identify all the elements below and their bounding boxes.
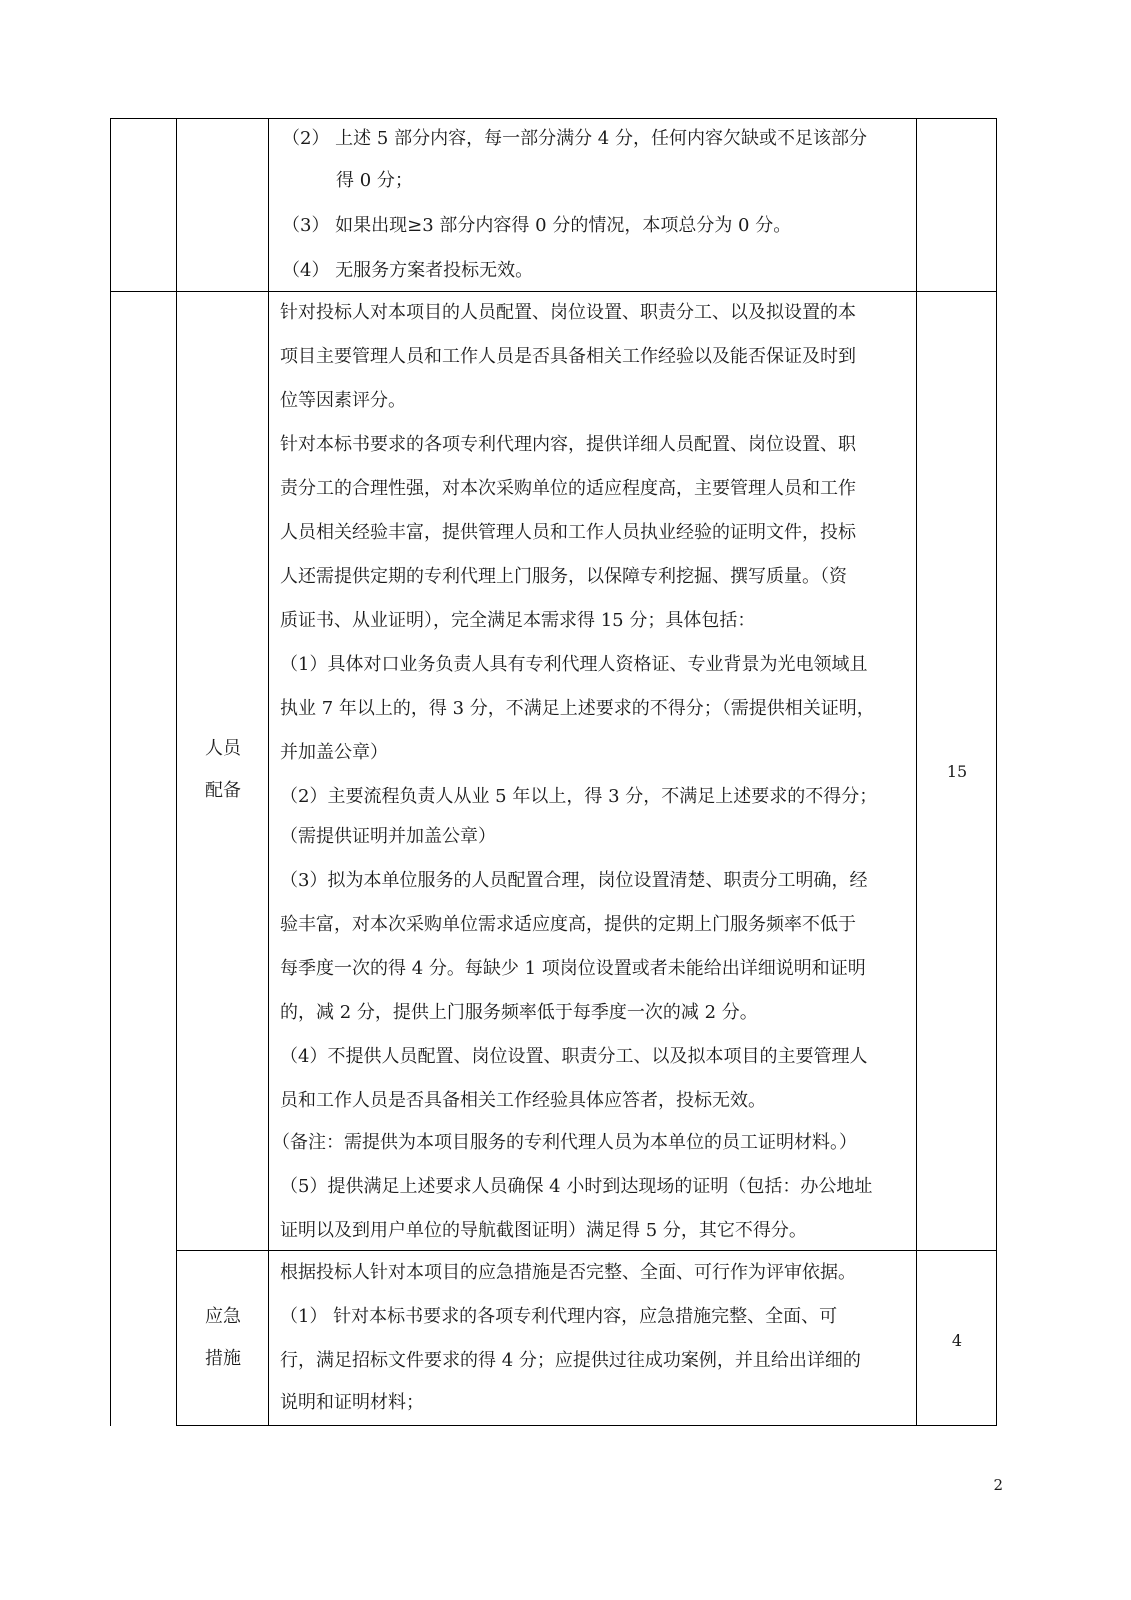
criteria-line: 说明和证明材料； bbox=[280, 1392, 424, 1413]
criteria-line: （需提供证明并加盖公章） bbox=[280, 826, 496, 847]
criteria-line: 的，减 2 分，提供上门服务频率低于每季度一次的减 2 分。 bbox=[280, 1002, 758, 1023]
criteria-line: 责分工的合理性强，对本次采购单位的适应程度高，主要管理人员和工作 bbox=[280, 478, 856, 499]
row-divider-1 bbox=[110, 291, 997, 292]
criteria-line: （2）主要流程负责人从业 5 年以上，得 3 分，不满足上述要求的不得分； bbox=[280, 786, 878, 807]
criteria-line: （4） 无服务方案者投标无效。 bbox=[282, 260, 534, 281]
criteria-line: 员和工作人员是否具备相关工作经验具体应答者，投标无效。 bbox=[280, 1090, 766, 1111]
category-line: 措施 bbox=[205, 1348, 241, 1369]
criteria-line: （备注：需提供为本项目服务的专利代理人员为本单位的员工证明材料。） bbox=[272, 1132, 857, 1153]
criteria-line: 验丰富，对本次采购单位需求适应度高，提供的定期上门服务频率不低于 bbox=[280, 914, 856, 935]
criteria-line: 行，满足招标文件要求的得 4 分；应提供过往成功案例，并且给出详细的 bbox=[280, 1350, 861, 1371]
table-left-border bbox=[110, 118, 111, 1426]
criteria-line: （2） 上述 5 部分内容，每一部分满分 4 分，任何内容欠缺或不足该部分 bbox=[282, 128, 867, 149]
criteria-line: 质证书、从业证明），完全满足本需求得 15 分；具体包括： bbox=[280, 610, 756, 631]
table-bottom-border bbox=[176, 1425, 997, 1426]
category-label-emergency bbox=[177, 1302, 269, 1374]
criteria-line: （3） 如果出现≥3 部分内容得 0 分的情况，本项总分为 0 分。 bbox=[282, 215, 792, 236]
criteria-line: 项目主要管理人员和工作人员是否具备相关工作经验以及能否保证及时到 bbox=[280, 346, 856, 367]
category-line: 应急 bbox=[205, 1306, 241, 1327]
row-divider-2 bbox=[176, 1250, 997, 1251]
score-emergency: 4 bbox=[951, 1331, 963, 1350]
page-number: 2 bbox=[993, 1476, 1003, 1494]
criteria-line: 得 0 分； bbox=[336, 170, 413, 191]
criteria-line: 位等因素评分。 bbox=[280, 390, 406, 411]
criteria-line: 根据投标人针对本项目的应急措施是否完整、全面、可行作为评审依据。 bbox=[280, 1262, 856, 1283]
criteria-line: 针对投标人对本项目的人员配置、岗位设置、职责分工、以及拟设置的本 bbox=[280, 302, 856, 323]
criteria-line: （5）提供满足上述要求人员确保 4 小时到达现场的证明（包括：办公地址 bbox=[280, 1176, 873, 1197]
category-line: 配备 bbox=[205, 780, 241, 801]
category-line: 人员 bbox=[205, 738, 241, 759]
criteria-line: （4）不提供人员配置、岗位设置、职责分工、以及拟本项目的主要管理人 bbox=[280, 1046, 868, 1067]
criteria-line: 每季度一次的得 4 分。每缺少 1 项岗位设置或者未能给出详细说明和证明 bbox=[280, 958, 866, 979]
criteria-line: 证明以及到用户单位的导航截图证明）满足得 5 分，其它不得分。 bbox=[280, 1220, 807, 1241]
criteria-line: 人还需提供定期的专利代理上门服务，以保障专利挖掘、撰写质量。（资 bbox=[280, 566, 847, 587]
table-top-border bbox=[110, 118, 997, 119]
criteria-line: （1）具体对口业务负责人具有专利代理人资格证、专业背景为光电领域且 bbox=[280, 654, 868, 675]
category-label-staffing bbox=[177, 734, 269, 806]
criteria-line: （3）拟为本单位服务的人员配置合理，岗位设置清楚、职责分工明确，经 bbox=[280, 870, 868, 891]
criteria-line: 人员相关经验丰富，提供管理人员和工作人员执业经验的证明文件，投标 bbox=[280, 522, 856, 543]
score-staffing: 15 bbox=[946, 762, 968, 781]
criteria-line: （1） 针对本标书要求的各项专利代理内容，应急措施完整、全面、可 bbox=[280, 1306, 838, 1327]
criteria-line: 针对本标书要求的各项专利代理内容，提供详细人员配置、岗位设置、职 bbox=[280, 434, 856, 455]
criteria-line: 并加盖公章） bbox=[280, 742, 388, 763]
criteria-line: 执业 7 年以上的，得 3 分，不满足上述要求的不得分；（需提供相关证明， bbox=[280, 698, 875, 719]
